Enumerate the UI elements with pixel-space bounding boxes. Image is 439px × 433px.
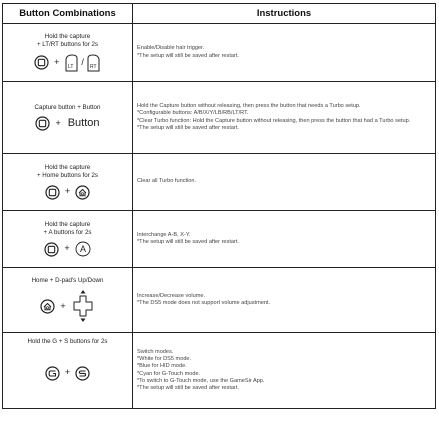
table-row	[3, 268, 436, 333]
column-header-combinations: Button Combinations	[3, 4, 133, 24]
combo-text: Hold the capture	[44, 33, 91, 41]
table-row	[3, 24, 436, 82]
instruction-line: *The setup will still be saved after restart.	[137, 384, 239, 391]
capture-button-icon	[35, 116, 50, 131]
instruction-line: Increase/Decrease volume.	[137, 292, 206, 299]
instruction-line: *The setup will still be saved after restart.	[137, 52, 239, 59]
instruction-line: Enable/Disable hair trigger.	[137, 45, 205, 52]
combo-text: + LT/RT buttons for 2s	[36, 41, 99, 48]
rt-label: RT	[89, 63, 97, 70]
instruction-line: *Blue for HID mode.	[137, 363, 187, 370]
plus-sign: +	[64, 367, 71, 378]
table-row	[3, 82, 436, 154]
instruction-line: *The setup will still be saved after restart.	[137, 124, 239, 131]
s-button-icon	[75, 366, 90, 381]
table-row	[3, 211, 436, 268]
combo-text: Capture button + Button	[34, 103, 101, 111]
instruction-line: *White for DS5 mode.	[137, 356, 192, 363]
lt-trigger-icon	[64, 54, 79, 72]
instruction-line: *Configurable buttons: A/B/X/Y/LB/RB/LT/RT.	[137, 110, 249, 117]
table-row	[3, 154, 436, 211]
table-header-row	[3, 4, 436, 24]
instruction-line: Clear all Turbo function.	[137, 178, 197, 185]
instruction-line: Interchange A-B, X-Y.	[137, 231, 191, 238]
instructions-cell	[133, 24, 436, 82]
combo-cell	[3, 268, 133, 333]
a-button-icon	[75, 241, 91, 257]
combo-text: + A buttons for 2s	[43, 228, 92, 236]
combo-text: Hold the G + S buttons for 2s	[27, 338, 108, 345]
plus-sign: +	[60, 300, 66, 311]
instructions-cell	[133, 333, 436, 409]
plus-sign: +	[64, 243, 70, 254]
g-button-icon	[45, 366, 60, 381]
plus-sign: +	[64, 186, 71, 197]
home-button-icon	[40, 299, 55, 314]
home-button-icon	[75, 185, 90, 200]
instruction-line: *To switch to G-Touch mode, use the GameSir App.	[137, 377, 265, 384]
instruction-line: *Clear Turbo function: Hold the Capture button without releasing, then press the button that had a Turbo setup.	[137, 117, 411, 124]
combo-cell	[3, 24, 133, 82]
instructions-cell	[133, 268, 436, 333]
combo-cell	[3, 154, 133, 211]
dpad-up-down-icon	[71, 289, 95, 323]
capture-button-icon	[44, 242, 59, 257]
slash-separator: /	[81, 56, 84, 67]
instruction-line: Hold the Capture button without releasing, then press the button that needs a Turbo setup.	[137, 103, 361, 110]
combo-cell	[3, 82, 133, 154]
combo-cell	[3, 211, 133, 268]
column-header-instructions: Instructions	[133, 4, 436, 24]
instruction-line: *The setup will still be saved after restart.	[137, 239, 239, 245]
a-button-label: A	[79, 244, 86, 255]
plus-sign: +	[55, 118, 61, 128]
combo-text: Home + D-pad's Up/Down	[31, 276, 104, 284]
capture-button-icon	[45, 185, 60, 200]
instruction-line: Switch modes.	[137, 348, 174, 355]
rt-trigger-icon	[86, 54, 101, 72]
instruction-line: *Cyan for G-Touch mode.	[137, 370, 201, 377]
button-combinations-table	[2, 3, 436, 409]
plus-sign: +	[54, 56, 60, 67]
combo-cell	[3, 333, 133, 409]
instructions-cell	[133, 211, 436, 268]
table-row	[3, 333, 436, 409]
combo-text: Hold the capture	[44, 220, 91, 228]
button-label: Button	[67, 117, 100, 129]
lt-label: LT	[68, 63, 74, 70]
combo-text: + Home buttons for 2s	[36, 172, 99, 179]
capture-button-icon	[34, 55, 49, 70]
instruction-line: *The DS5 mode does not support volume adjustment.	[137, 300, 271, 306]
instructions-cell	[133, 82, 436, 154]
combo-text: Hold the capture	[44, 164, 91, 172]
instructions-cell	[133, 154, 436, 211]
